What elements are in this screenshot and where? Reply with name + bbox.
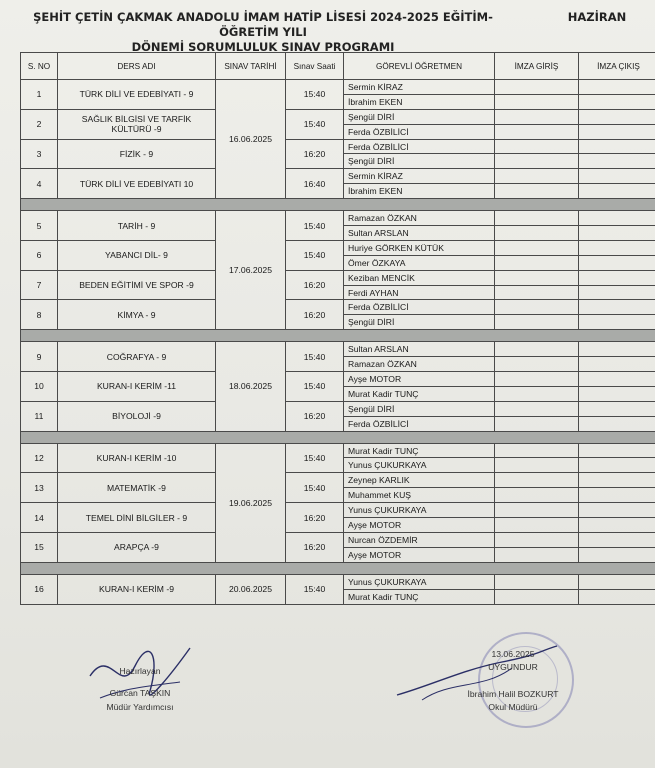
- table-row: [21, 401, 655, 416]
- exam-number: 16: [21, 574, 58, 604]
- table-row: [21, 240, 655, 255]
- sign-in-cell: [495, 270, 579, 285]
- sign-out-cell: [579, 184, 655, 199]
- teacher-name: Şengül DİRİ: [344, 154, 495, 169]
- sign-out-cell: [579, 315, 655, 330]
- teacher-name: Murat Kadir TUNÇ: [344, 443, 495, 458]
- teacher-name: Yunus ÇUKURKAYA: [344, 574, 495, 589]
- col-header-course: DERS ADI: [58, 53, 216, 80]
- left-signature-block: [70, 664, 210, 714]
- table-row: [21, 342, 655, 357]
- course-name: BEDEN EĞİTİMİ VE SPOR -9: [58, 270, 216, 300]
- exam-number: 5: [21, 211, 58, 241]
- day-separator-row: [21, 330, 655, 342]
- sign-out-cell: [579, 255, 655, 270]
- sign-out-cell: [579, 416, 655, 431]
- course-name: SAĞLIK BİLGİSİ VE TARFİK KÜLTÜRÜ -9: [58, 109, 216, 139]
- course-name: KURAN-I KERİM -9: [58, 574, 216, 604]
- day-separator: [21, 199, 655, 211]
- col-header-sign-in: İMZA GİRİŞ: [495, 53, 579, 80]
- sign-in-cell: [495, 372, 579, 387]
- teacher-name: Sultan ARSLAN: [344, 226, 495, 241]
- sign-out-cell: [579, 240, 655, 255]
- sign-in-cell: [495, 154, 579, 169]
- prepared-by-label: Hazırlayan: [119, 666, 161, 676]
- table-row: [21, 372, 655, 387]
- teacher-name: Ramazan ÖZKAN: [344, 357, 495, 372]
- exam-time: 16:20: [286, 139, 344, 169]
- exam-number: 6: [21, 240, 58, 270]
- course-name: FİZİK - 9: [58, 139, 216, 169]
- sign-out-cell: [579, 342, 655, 357]
- table-row: [21, 270, 655, 285]
- col-header-no: S. NO: [21, 53, 58, 80]
- day-separator: [21, 330, 655, 342]
- exam-time: 16:20: [286, 270, 344, 300]
- sign-out-cell: [579, 154, 655, 169]
- table-row: [21, 473, 655, 488]
- sign-out-cell: [579, 473, 655, 488]
- course-name: TEMEL DİNİ BİLGİLER - 9: [58, 503, 216, 533]
- exam-number: 7: [21, 270, 58, 300]
- approval-label: UYGUNDUR: [488, 662, 538, 672]
- sign-in-cell: [495, 80, 579, 95]
- table-row: [21, 80, 655, 95]
- col-header-sign-out: İMZA ÇIKIŞ: [579, 53, 655, 80]
- exam-date: 20.06.2025: [216, 574, 286, 604]
- teacher-name: Şengül DİRİ: [344, 109, 495, 124]
- sign-out-cell: [579, 574, 655, 589]
- table-row: [21, 109, 655, 124]
- principal-name: İbrahim Halil BOZKURT: [467, 689, 559, 699]
- teacher-name: Ayşe MOTOR: [344, 518, 495, 533]
- month-label: HAZİRAN: [567, 10, 627, 24]
- sign-in-cell: [495, 386, 579, 401]
- sign-in-cell: [495, 300, 579, 315]
- sign-in-cell: [495, 342, 579, 357]
- teacher-name: Ömer ÖZKAYA: [344, 255, 495, 270]
- teacher-name: Ferda ÖZBİLİCİ: [344, 139, 495, 154]
- sign-in-cell: [495, 458, 579, 473]
- sign-in-cell: [495, 443, 579, 458]
- sign-out-cell: [579, 124, 655, 139]
- table-row: [21, 139, 655, 154]
- sign-in-cell: [495, 589, 579, 604]
- exam-time: 16:20: [286, 532, 344, 562]
- table-row: [21, 574, 655, 589]
- teacher-name: Keziban MENCİK: [344, 270, 495, 285]
- exam-number: 9: [21, 342, 58, 372]
- exam-number: 11: [21, 401, 58, 431]
- title-line-2: DÖNEMİ SORUMLULUK SINAV PROGRAMI: [131, 40, 395, 54]
- sign-in-cell: [495, 255, 579, 270]
- col-header-teacher: GÖREVLİ ÖĞRETMEN: [344, 53, 495, 80]
- sign-in-cell: [495, 211, 579, 226]
- exam-time: 15:40: [286, 240, 344, 270]
- teacher-name: Ferdi AYHAN: [344, 285, 495, 300]
- sign-in-cell: [495, 139, 579, 154]
- day-separator-row: [21, 562, 655, 574]
- teacher-name: Zeynep KARLIK: [344, 473, 495, 488]
- exam-number: 14: [21, 503, 58, 533]
- teacher-name: Sultan ARSLAN: [344, 342, 495, 357]
- sign-out-cell: [579, 488, 655, 503]
- sign-in-cell: [495, 109, 579, 124]
- sign-in-cell: [495, 357, 579, 372]
- sign-out-cell: [579, 401, 655, 416]
- teacher-name: Murat Kadir TUNÇ: [344, 386, 495, 401]
- col-header-date: SINAV TARİHİ: [216, 53, 286, 80]
- sign-out-cell: [579, 80, 655, 95]
- exam-number: 12: [21, 443, 58, 473]
- exam-time: 16:20: [286, 300, 344, 330]
- exam-schedule-table: [20, 52, 655, 605]
- approval-date: 13.06.2025: [491, 649, 535, 659]
- exam-time: 15:40: [286, 473, 344, 503]
- course-name: TARİH - 9: [58, 211, 216, 241]
- sign-in-cell: [495, 574, 579, 589]
- exam-number: 3: [21, 139, 58, 169]
- sign-out-cell: [579, 547, 655, 562]
- sign-in-cell: [495, 401, 579, 416]
- sign-in-cell: [495, 169, 579, 184]
- exam-time: 16:40: [286, 169, 344, 199]
- title-line-1: ŞEHİT ÇETİN ÇAKMAK ANADOLU İMAM HATİP LİSESİ 2024-2025 EĞİTİM-ÖĞRETİM YILI: [33, 10, 493, 39]
- prepared-by-name: Gürcan TAŞKIN: [109, 688, 171, 698]
- day-separator: [21, 431, 655, 443]
- exam-time: 15:40: [286, 80, 344, 110]
- sign-in-cell: [495, 518, 579, 533]
- exam-time: 15:40: [286, 443, 344, 473]
- teacher-name: İbrahim EKEN: [344, 94, 495, 109]
- principal-title: Okul Müdürü: [488, 702, 538, 712]
- teacher-name: Huriye GÖRKEN KÜTÜK: [344, 240, 495, 255]
- exam-time: 16:20: [286, 503, 344, 533]
- exam-date: 17.06.2025: [216, 211, 286, 330]
- exam-number: 2: [21, 109, 58, 139]
- exam-number: 15: [21, 532, 58, 562]
- course-name: YABANCI DİL- 9: [58, 240, 216, 270]
- sign-in-cell: [495, 226, 579, 241]
- right-signature-block: [448, 648, 578, 714]
- exam-time: 15:40: [286, 372, 344, 402]
- col-header-time: Sınav Saati: [286, 53, 344, 80]
- exam-number: 1: [21, 80, 58, 110]
- exam-number: 10: [21, 372, 58, 402]
- sign-in-cell: [495, 285, 579, 300]
- teacher-name: Nurcan ÖZDEMİR: [344, 532, 495, 547]
- table-row: [21, 532, 655, 547]
- sign-out-cell: [579, 443, 655, 458]
- sign-in-cell: [495, 184, 579, 199]
- teacher-name: Ayşe MOTOR: [344, 372, 495, 387]
- sign-out-cell: [579, 458, 655, 473]
- sign-in-cell: [495, 532, 579, 547]
- table-row: [21, 211, 655, 226]
- sign-out-cell: [579, 211, 655, 226]
- sign-in-cell: [495, 473, 579, 488]
- exam-time: 16:20: [286, 401, 344, 431]
- course-name: COĞRAFYA - 9: [58, 342, 216, 372]
- teacher-name: Ferda ÖZBİLİCİ: [344, 124, 495, 139]
- exam-time: 15:40: [286, 574, 344, 604]
- course-name: BİYOLOJİ -9: [58, 401, 216, 431]
- sign-out-cell: [579, 109, 655, 124]
- teacher-name: Şengül DİRİ: [344, 401, 495, 416]
- course-name: KİMYA - 9: [58, 300, 216, 330]
- sign-in-cell: [495, 315, 579, 330]
- sign-in-cell: [495, 547, 579, 562]
- document-title: [28, 10, 498, 55]
- sign-out-cell: [579, 372, 655, 387]
- exam-time: 15:40: [286, 211, 344, 241]
- course-name: KURAN-I KERİM -10: [58, 443, 216, 473]
- teacher-name: Sermin KİRAZ: [344, 169, 495, 184]
- teacher-name: Murat Kadir TUNÇ: [344, 589, 495, 604]
- sign-out-cell: [579, 270, 655, 285]
- sign-out-cell: [579, 357, 655, 372]
- exam-time: 15:40: [286, 109, 344, 139]
- teacher-name: Yunus ÇUKURKAYA: [344, 503, 495, 518]
- course-name: TÜRK DİLİ VE EDEBİYATI - 9: [58, 80, 216, 110]
- sign-out-cell: [579, 226, 655, 241]
- exam-number: 4: [21, 169, 58, 199]
- exam-time: 15:40: [286, 342, 344, 372]
- prepared-by-title: Müdür Yardımcısı: [106, 702, 174, 712]
- sign-out-cell: [579, 532, 655, 547]
- sign-in-cell: [495, 94, 579, 109]
- sign-out-cell: [579, 300, 655, 315]
- sign-in-cell: [495, 503, 579, 518]
- course-name: KURAN-I KERİM -11: [58, 372, 216, 402]
- teacher-name: Ayşe MOTOR: [344, 547, 495, 562]
- sign-out-cell: [579, 589, 655, 604]
- teacher-name: Şengül DİRİ: [344, 315, 495, 330]
- teacher-name: Muhammet KUŞ: [344, 488, 495, 503]
- sign-out-cell: [579, 94, 655, 109]
- sign-out-cell: [579, 518, 655, 533]
- course-name: TÜRK DİLİ VE EDEBİYATI 10: [58, 169, 216, 199]
- sign-in-cell: [495, 416, 579, 431]
- sign-out-cell: [579, 503, 655, 518]
- sign-out-cell: [579, 285, 655, 300]
- teacher-name: Ferda ÖZBİLİCİ: [344, 416, 495, 431]
- teacher-name: Ramazan ÖZKAN: [344, 211, 495, 226]
- table-header-row: [21, 53, 655, 80]
- exam-number: 13: [21, 473, 58, 503]
- teacher-name: Ferda ÖZBİLİCİ: [344, 300, 495, 315]
- teacher-name: Sermin KİRAZ: [344, 80, 495, 95]
- day-separator-row: [21, 431, 655, 443]
- exam-date: 19.06.2025: [216, 443, 286, 562]
- schedule-body: [21, 80, 655, 605]
- table-row: [21, 169, 655, 184]
- sign-in-cell: [495, 124, 579, 139]
- sign-out-cell: [579, 169, 655, 184]
- course-name: MATEMATİK -9: [58, 473, 216, 503]
- sign-in-cell: [495, 488, 579, 503]
- exam-date: 16.06.2025: [216, 80, 286, 199]
- sign-in-cell: [495, 240, 579, 255]
- course-name: ARAPÇA -9: [58, 532, 216, 562]
- table-row: [21, 443, 655, 458]
- teacher-name: İbrahim EKEN: [344, 184, 495, 199]
- teacher-name: Yunus ÇUKURKAYA: [344, 458, 495, 473]
- sign-out-cell: [579, 386, 655, 401]
- table-row: [21, 503, 655, 518]
- day-separator: [21, 562, 655, 574]
- sign-out-cell: [579, 139, 655, 154]
- exam-date: 18.06.2025: [216, 342, 286, 431]
- table-row: [21, 300, 655, 315]
- day-separator-row: [21, 199, 655, 211]
- exam-number: 8: [21, 300, 58, 330]
